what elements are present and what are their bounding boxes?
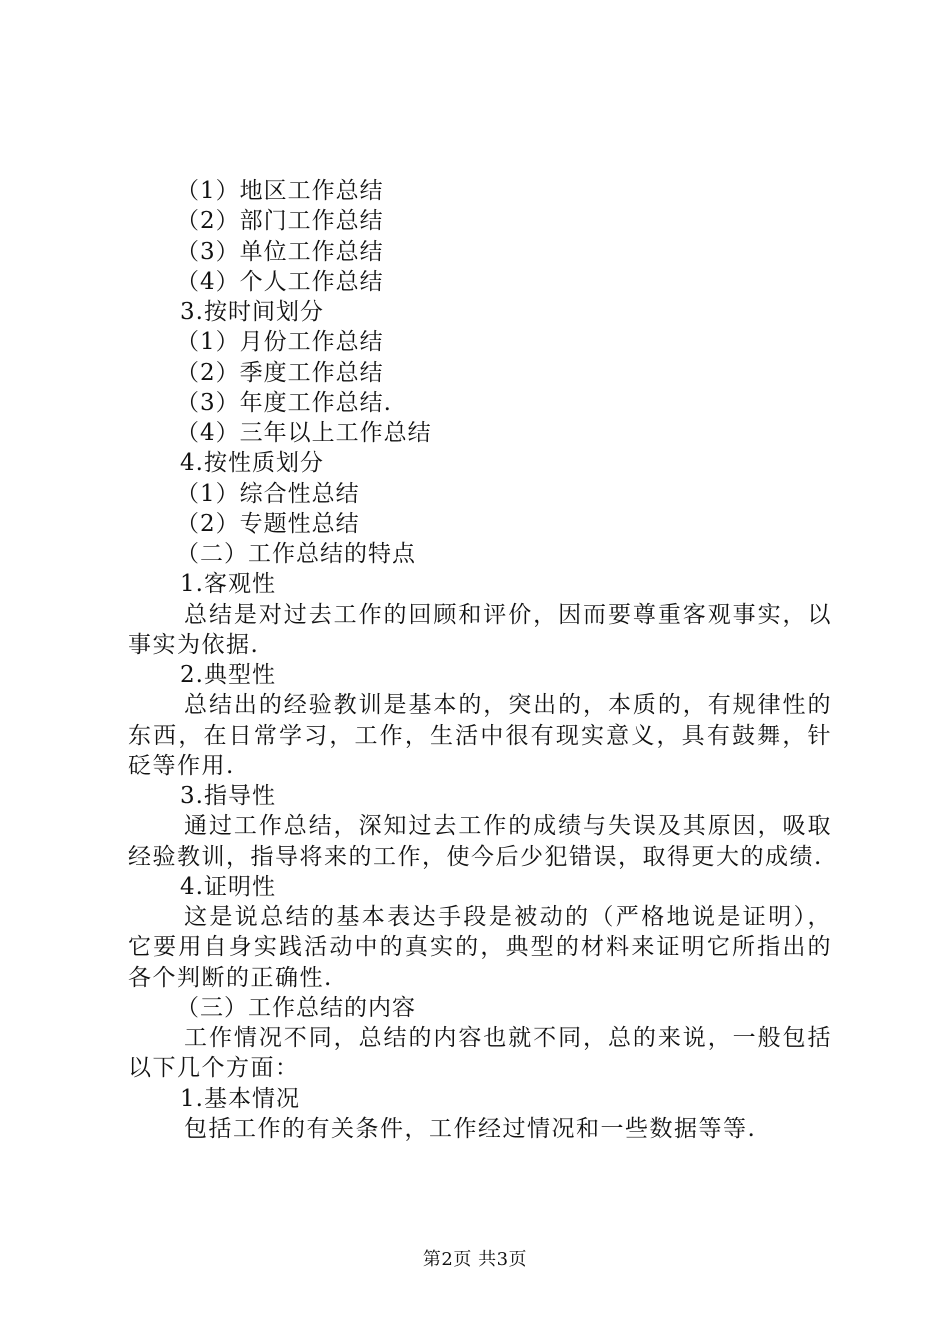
list-item: （1）地区工作总结 [176,178,384,204]
paragraph: 总结是对过去工作的回顾和评价，因而要尊重客观事实，以事实为依据. [128,601,832,658]
list-item: （4）三年以上工作总结 [176,420,432,446]
section-heading: （三）工作总结的内容 [176,994,416,1021]
list-item: （1）综合性总结 [176,480,360,507]
section-heading: 3.按时间划分 [180,299,324,325]
section-heading: （二）工作总结的特点 [176,541,416,567]
list-item: （1）月份工作总结 [176,329,384,356]
list-item: （4）个人工作总结 [176,268,384,295]
list-item: （3）年度工作总结. [176,389,392,416]
paragraph: 通过工作总结，深知过去工作的成绩与失误及其原因，吸取经验教训，指导将来的工作，使今后少犯错误，取得更大的成绩. [128,813,832,870]
subsection-heading: 4.证明性 [180,873,276,900]
list-item: （2）季度工作总结 [176,359,384,386]
subsection-heading: 3.指导性 [180,783,276,809]
page-footer: 第2页 共3页 [422,1249,528,1270]
paragraph: 工作情况不同，总结的内容也就不同，总的来说，一般包括以下几个方面： [128,1025,832,1082]
list-item: （2）部门工作总结 [176,208,384,235]
paragraph: 包括工作的有关条件，工作经过情况和一些数据等等. [184,1115,757,1142]
paragraph: 总结出的经验教训是基本的，突出的，本质的，有规律性的东西，在日常学习，工作，生活中很有现实意义，具有鼓舞，针砭等作用. [128,692,832,779]
subsection-heading: 2.典型性 [180,662,276,688]
list-item: （3）单位工作总结 [176,238,384,265]
section-heading: 4.按性质划分 [180,450,324,477]
subsection-heading: 1.基本情况 [180,1085,300,1112]
subsection-heading: 1.客观性 [180,571,276,598]
list-item: （2）专题性总结 [176,510,360,537]
document-body [128,176,832,1144]
paragraph: 这是说总结的基本表达手段是被动的（严格地说是证明），它要用自身实践活动中的真实的，典型的材料来证明它所指出的各个判断的正确性. [128,904,832,991]
